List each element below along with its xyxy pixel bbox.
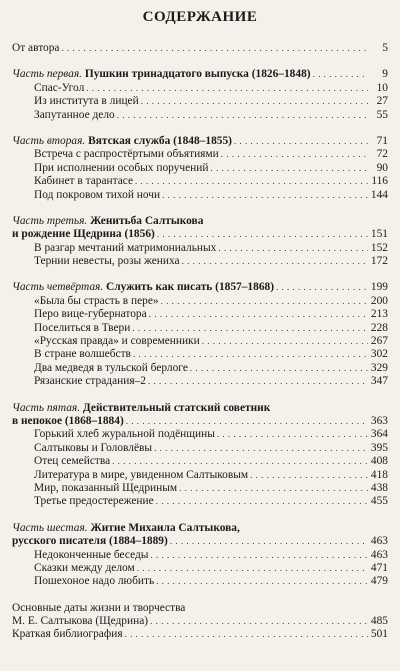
entry-label: Встреча с распростёртыми объятиями xyxy=(34,148,219,161)
entry-label: Мир, показанный Щедриным xyxy=(34,481,178,494)
entry-page: 302 xyxy=(370,348,388,361)
entry-label: Сказки между делом xyxy=(34,561,135,574)
entry-label: От автора xyxy=(12,42,60,54)
entry-label: Поселиться в Твери xyxy=(34,321,131,334)
toc-entry[interactable] xyxy=(12,148,388,161)
toc-entry[interactable] xyxy=(12,348,388,361)
dot-leader xyxy=(112,455,368,468)
toc-entry[interactable] xyxy=(12,308,388,321)
page-title: СОДЕРЖАНИЕ xyxy=(142,9,258,25)
toc-entry[interactable] xyxy=(12,482,388,495)
dot-leader xyxy=(156,495,368,508)
entry-page: 408 xyxy=(370,455,388,468)
part-prefix: Часть первая. xyxy=(12,68,83,81)
toc-entry[interactable] xyxy=(12,255,388,268)
dot-leader xyxy=(154,442,368,455)
entry-page: 471 xyxy=(370,561,388,574)
part-heading-1[interactable] xyxy=(12,68,388,81)
toc-entry[interactable] xyxy=(12,109,388,122)
dot-leader xyxy=(221,148,368,161)
table-of-contents xyxy=(12,42,388,642)
part-title-line2: и рождение Щедрина (1856) xyxy=(12,228,155,241)
entry-page: 72 xyxy=(376,148,388,161)
entry-page: 10 xyxy=(376,81,388,94)
entry-page: 9 xyxy=(382,68,388,81)
dot-leader xyxy=(218,242,368,255)
entry-label: Перо вице-губернатора xyxy=(34,308,147,321)
entry-label: Два медведя в тульской берлоге xyxy=(34,361,188,374)
dot-leader xyxy=(148,375,368,388)
dot-leader xyxy=(133,348,368,361)
part-heading-5[interactable] xyxy=(12,402,388,415)
entry-page: 485 xyxy=(370,615,388,628)
entry-page: 5 xyxy=(382,42,388,54)
entry-label: В разгар мечтаний матримониальных xyxy=(34,241,217,254)
entry-page: 363 xyxy=(370,414,388,427)
entry-label: Из института в лицей xyxy=(34,95,139,108)
entry-page: 55 xyxy=(376,108,388,121)
entry-label: Рязанские страдания–2 xyxy=(34,375,146,388)
dot-leader xyxy=(117,109,368,122)
entry-label: Литература в мире, увиденном Салтыковым xyxy=(34,468,249,481)
toc-entry[interactable] xyxy=(12,562,388,575)
toc-entry[interactable] xyxy=(12,442,388,455)
dot-leader xyxy=(162,189,368,202)
entry-page: 228 xyxy=(370,321,388,334)
dot-leader xyxy=(126,415,368,428)
entry-page: 364 xyxy=(370,428,388,441)
entry-page: 199 xyxy=(370,281,388,294)
part-title-line1: Житие Михаила Салтыкова, xyxy=(90,521,240,534)
part-title-line1: Действительный статский советник xyxy=(82,401,271,414)
toc-entry[interactable] xyxy=(12,82,388,95)
entry-page: 395 xyxy=(370,441,388,454)
dot-leader xyxy=(234,135,368,148)
dot-leader xyxy=(313,68,368,81)
toc-entry-bibliography[interactable] xyxy=(12,628,388,641)
entry-page: 501 xyxy=(370,628,388,641)
dot-leader xyxy=(157,228,368,241)
entry-page: 200 xyxy=(370,294,388,307)
dot-leader xyxy=(61,42,368,55)
part-title-line2: в непокое (1868–1884) xyxy=(12,414,124,427)
dot-leader xyxy=(149,308,368,321)
entry-page: 455 xyxy=(370,495,388,508)
toc-entry[interactable] xyxy=(12,322,388,335)
entry-page: 151 xyxy=(370,228,388,241)
toc-entry[interactable] xyxy=(12,189,388,202)
toc-entry[interactable] xyxy=(12,549,388,562)
toc-entry[interactable] xyxy=(12,162,388,175)
part-title: Служить как писать (1857–1868) xyxy=(106,281,275,294)
toc-entry[interactable] xyxy=(12,575,388,588)
dot-leader xyxy=(276,281,368,294)
dot-leader xyxy=(190,362,368,375)
part-heading-3[interactable] xyxy=(12,215,388,228)
entry-page: 347 xyxy=(370,375,388,388)
entry-page: 463 xyxy=(370,535,388,548)
toc-entry[interactable] xyxy=(12,362,388,375)
entry-label: В стране волшебств xyxy=(34,348,131,361)
toc-entry[interactable] xyxy=(12,295,388,308)
entry-label: Тернии невесты, розы жениха xyxy=(34,255,180,268)
part-heading-4[interactable] xyxy=(12,281,388,294)
dot-leader xyxy=(182,255,368,268)
appendix-dates-line1[interactable]: Основные даты жизни и творчества xyxy=(12,601,186,614)
part-prefix: Часть шестая. xyxy=(12,521,88,534)
entry-page: 329 xyxy=(370,361,388,374)
part-title-line1: Женитьба Салтыкова xyxy=(90,214,204,227)
entry-label: Спас-Угол xyxy=(34,81,85,94)
dot-leader xyxy=(132,322,368,335)
part-title: Пушкин тринадцатого выпуска (1826–1848) xyxy=(84,68,311,81)
dot-leader xyxy=(86,82,368,95)
entry-label: Отец семейства xyxy=(34,455,111,468)
entry-page: 463 xyxy=(370,548,388,561)
toc-entry[interactable] xyxy=(12,335,388,348)
part-title: Вятская служба (1848–1855) xyxy=(88,134,232,147)
entry-label: «Русская правда» и современники xyxy=(34,335,200,348)
entry-page: 90 xyxy=(376,161,388,174)
part-heading-6[interactable] xyxy=(12,522,388,535)
entry-label: Кабинет в тарантасе xyxy=(34,175,134,188)
dot-leader xyxy=(179,482,368,495)
part-heading-2[interactable] xyxy=(12,135,388,148)
entry-page: 418 xyxy=(370,468,388,481)
dot-leader xyxy=(250,469,368,482)
dot-leader xyxy=(135,175,368,188)
dot-leader xyxy=(217,428,368,441)
toc-entry[interactable] xyxy=(12,95,388,108)
part-heading-5-cont[interactable] xyxy=(12,415,388,428)
entry-label: Под покровом тихой ночи xyxy=(34,188,161,201)
entry-page: 213 xyxy=(370,308,388,321)
part-prefix: Часть пятая. xyxy=(12,401,81,414)
toc-entry[interactable] xyxy=(12,375,388,388)
dot-leader xyxy=(161,295,368,308)
part-title-line2: русского писателя (1884–1889) xyxy=(12,535,168,548)
part-heading-3-cont[interactable] xyxy=(12,228,388,241)
toc-entry[interactable] xyxy=(12,428,388,441)
dot-leader xyxy=(141,95,368,108)
entry-label: Салтыковы и Головлёвы xyxy=(34,441,153,454)
toc-entry[interactable] xyxy=(12,469,388,482)
entry-page: 479 xyxy=(370,575,388,588)
toc-entry-dates[interactable] xyxy=(12,615,388,628)
entry-label: Недоконченные беседы xyxy=(34,548,149,561)
dot-leader xyxy=(156,575,368,588)
entry-page: 116 xyxy=(371,175,388,188)
part-prefix: Часть третья. xyxy=(12,214,88,227)
entry-label: М. Е. Салтыкова (Щедрина) xyxy=(12,615,149,628)
entry-label: Пошехоное надо любить xyxy=(34,575,155,588)
dot-leader xyxy=(170,535,368,548)
entry-label: Краткая библиография xyxy=(12,628,123,641)
dot-leader xyxy=(150,549,368,562)
part-prefix: Часть вторая. xyxy=(12,134,86,147)
entry-label: «Была бы страсть в пере» xyxy=(34,294,159,307)
part-prefix: Часть четвёртая. xyxy=(12,281,104,294)
part-heading-6-cont[interactable] xyxy=(12,535,388,548)
entry-page: 172 xyxy=(370,255,388,268)
entry-page: 27 xyxy=(376,95,388,108)
toc-entry-intro[interactable] xyxy=(12,42,388,55)
toc-entry[interactable] xyxy=(12,455,388,468)
entry-page: 144 xyxy=(370,188,388,201)
dot-leader xyxy=(125,628,368,641)
entry-label: Запутанное дело xyxy=(34,108,115,121)
entry-label: При исполнении особых поручений xyxy=(34,161,209,174)
entry-page: 267 xyxy=(370,335,388,348)
entry-label: Третье предостережение xyxy=(34,495,154,508)
dot-leader xyxy=(137,562,368,575)
dot-leader xyxy=(202,335,368,348)
entry-page: 438 xyxy=(370,481,388,494)
dot-leader xyxy=(210,162,368,175)
entry-page: 152 xyxy=(370,241,388,254)
entry-page: 71 xyxy=(376,134,388,147)
toc-entry[interactable] xyxy=(12,495,388,508)
toc-entry[interactable] xyxy=(12,175,388,188)
toc-entry[interactable] xyxy=(12,242,388,255)
entry-label: Горький хлеб журальной подёнщины xyxy=(34,428,215,441)
dot-leader xyxy=(150,615,368,628)
